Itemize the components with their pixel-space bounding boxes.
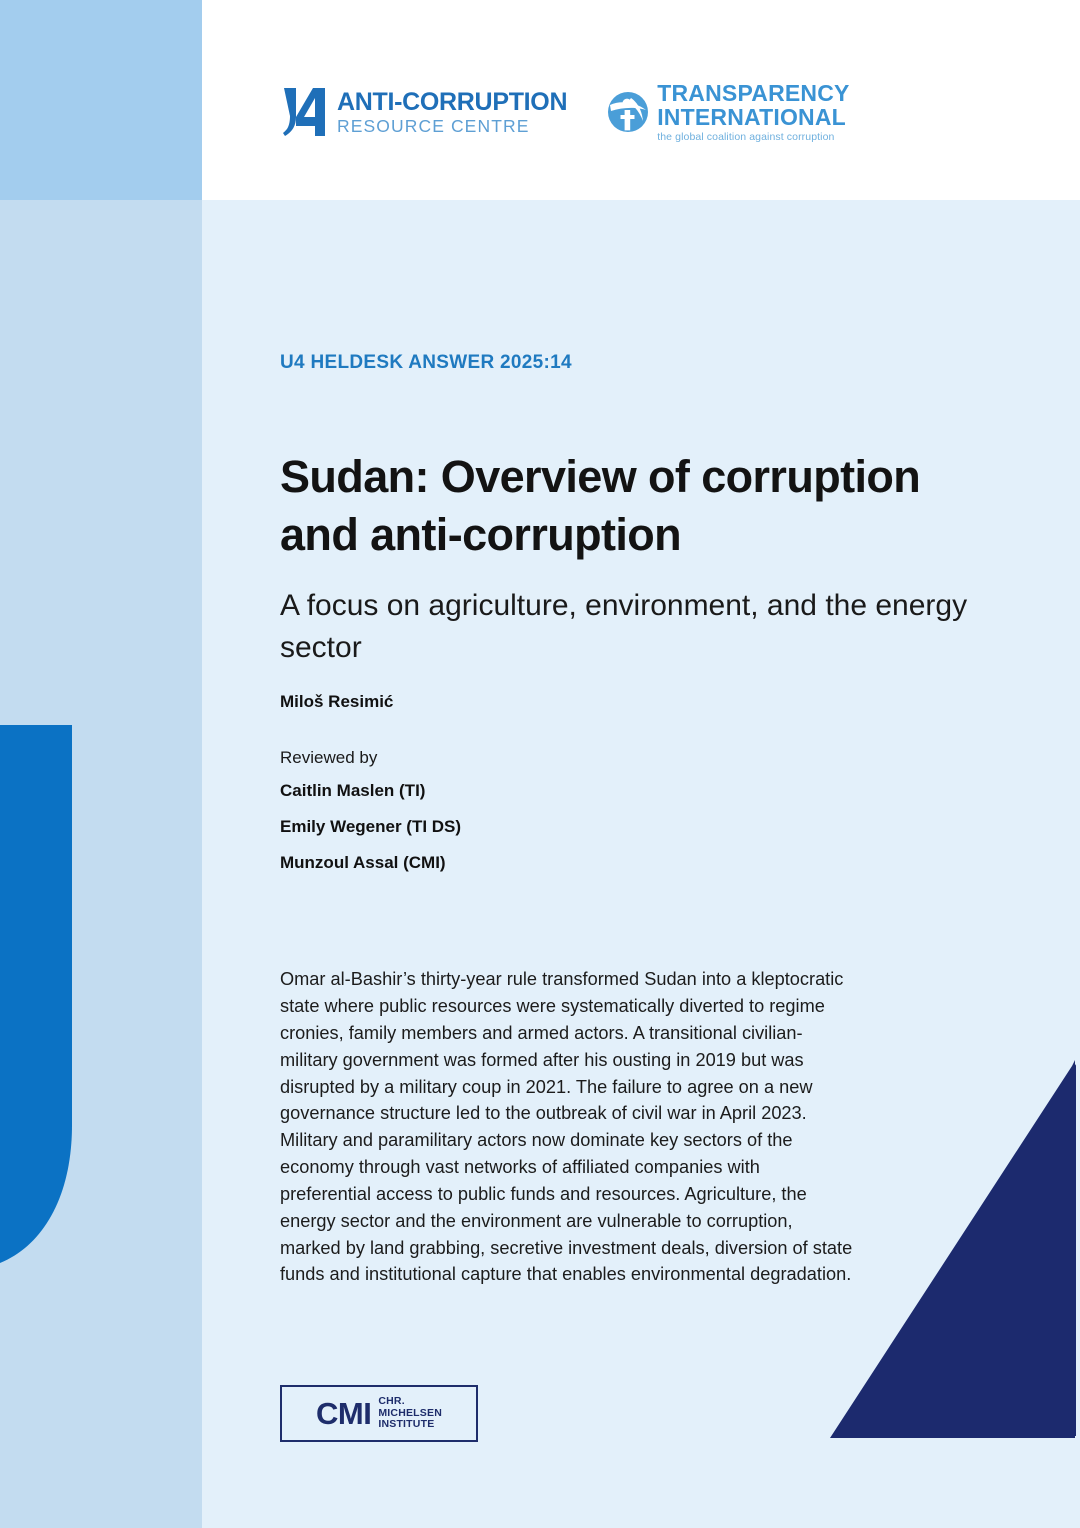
left-accent-band-top: [0, 0, 202, 200]
cmi-logo-line1: CHR.: [378, 1394, 405, 1407]
cmi-logo[interactable]: [280, 1385, 478, 1442]
u4-logo[interactable]: [282, 86, 567, 138]
u4-watermark-u-icon: [0, 725, 78, 1265]
transparency-international-logo[interactable]: [607, 82, 849, 143]
publisher-logos: [282, 82, 850, 143]
cmi-logo-line2: MICHELSEN: [378, 1406, 442, 1419]
abstract-text: Omar al-Bashir’s thirty-year rule transformed Sudan into a kleptocratic state where public resources were systematically diverted to regime cronies, family members and armed actors. A transitional civilian-military government was formed after his ousting in 2019 but was disrupted by a military coup in 2021. The failure to agree on a new governance structure led to the outbreak of civil war in April 2023. Military and paramilitary actors now dominate key sectors of the economy through vast networks of affiliated companies with preferential access to public funds and resources. Agriculture, the energy sector and the environment are vulnerable to corruption, marked by land grabbing, secretive investment deals, diversion of state funds and institutional capture that enables environmental degradation.: [280, 969, 853, 1285]
ti-logo-tagline: the global coalition against corruption: [657, 131, 835, 143]
ti-logo-text: [657, 82, 849, 143]
u4-mark-icon: [282, 86, 328, 138]
ti-logo-line2: INTERNATIONAL: [657, 104, 846, 130]
ti-globe-icon: [607, 91, 649, 133]
cmi-logo-line3: INSTITUTE: [378, 1418, 435, 1431]
reviewer-name: Caitlin Maslen (TI): [280, 781, 426, 800]
u4-logo-line1: ANTI-CORRUPTION: [337, 87, 568, 116]
series-label: U4 HELDESK ANSWER 2025:14: [280, 352, 572, 373]
reviewer-name: Munzoul Assal (CMI): [280, 853, 446, 872]
page-title: Sudan: Overview of corruption and anti-corruption: [280, 451, 921, 560]
u4-logo-text: [337, 87, 568, 136]
reviewer-name: Emily Wegener (TI DS): [280, 817, 462, 836]
author-name: Miloš Resimić: [280, 692, 394, 711]
ti-logo-line1: TRANSPARENCY: [657, 80, 850, 106]
reviewed-by-label: Reviewed by: [280, 748, 378, 767]
u4-logo-line2: RESOURCE CENTRE: [337, 115, 530, 136]
cmi-logo-fullname: [378, 1396, 442, 1431]
page-subtitle: A focus on agriculture, environment, and the energy sector: [280, 588, 968, 665]
cmi-logo-abbr: CMI: [316, 1396, 372, 1431]
